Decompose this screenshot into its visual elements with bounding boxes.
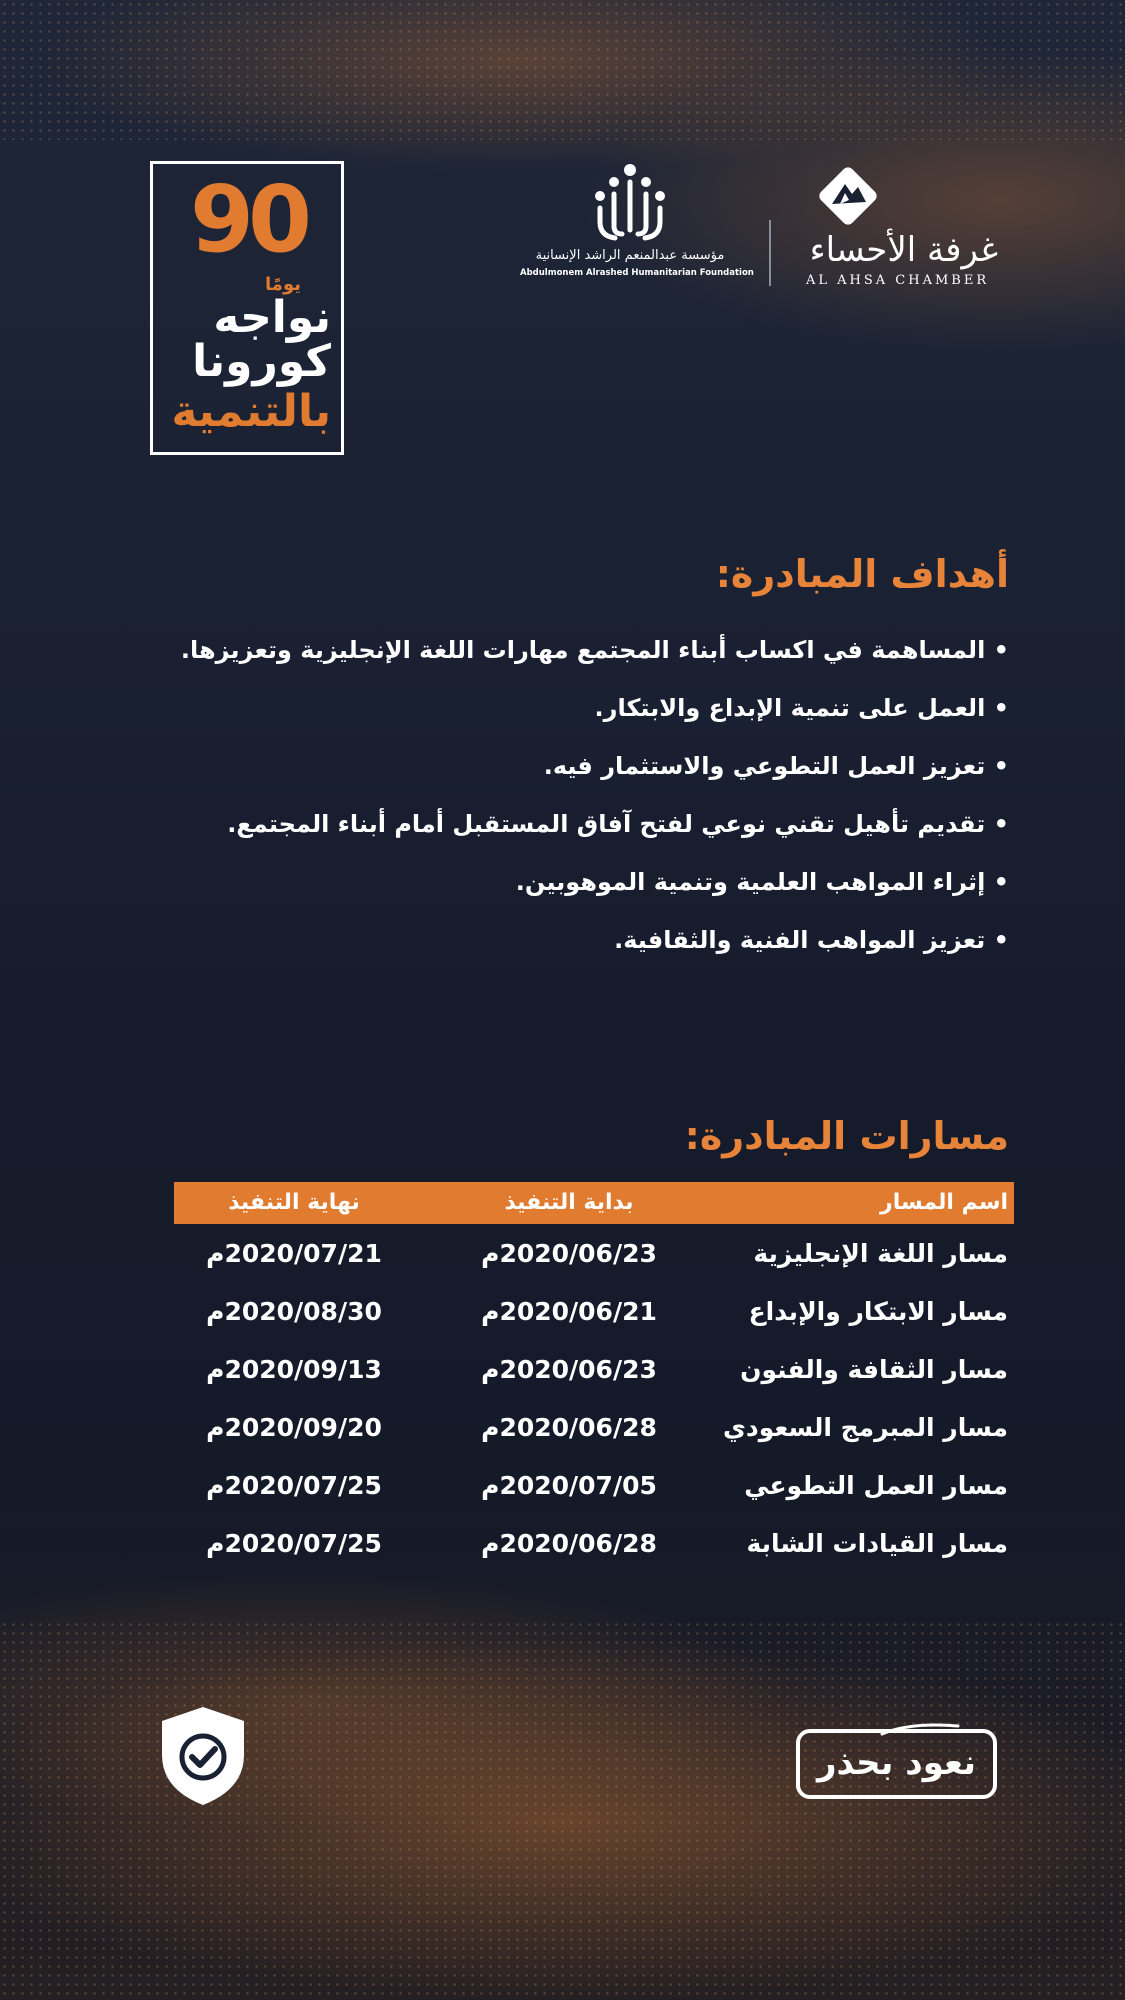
goal-item: • تعزيز العمل التطوعي والاستثمار فيه.	[543, 752, 1009, 780]
track-start-date: 2020/06/23م	[481, 1239, 657, 1268]
table-row	[174, 1456, 1014, 1514]
table-row	[174, 1514, 1014, 1572]
track-start-date: 2020/06/28م	[481, 1529, 657, 1558]
goal-item: • المساهمة في اكساب أبناء المجتمع مهارات اللغة الإنجليزية وتعزيزها.	[180, 636, 1009, 664]
badge-line-2: كورونا	[192, 336, 331, 387]
badge-number: 90	[189, 166, 307, 273]
goals-list	[109, 630, 1009, 978]
track-end-date: 2020/09/20م	[206, 1413, 382, 1442]
goal-item: • تقديم تأهيل تقني نوعي لفتح آفاق المستقبل أمام أبناء المجتمع.	[227, 810, 1009, 838]
table-row	[174, 1340, 1014, 1398]
track-end-date: 2020/07/25م	[206, 1471, 382, 1500]
track-start-date: 2020/06/23م	[481, 1355, 657, 1384]
bottom-texture	[0, 1620, 1125, 2000]
badge-line-1: نواجه	[213, 292, 331, 343]
column-header-end: نهاية التنفيذ	[228, 1190, 360, 1215]
tracks-table	[174, 1182, 1014, 1572]
badge-days-label: يومًا	[265, 274, 301, 295]
foundation-name-en: Abdulmonem Alrashed Humanitarian Foundation	[520, 268, 754, 278]
foundation-logo	[520, 160, 754, 285]
foundation-name-ar: مؤسسة عبدالمنعم الراشد الإنسانية	[535, 248, 725, 263]
top-texture	[0, 0, 1125, 140]
campaign-slogan-logo: نعود بحذر	[796, 1729, 997, 1799]
badge-line-3: بالتنمية	[171, 386, 331, 437]
track-end-date: 2020/07/21م	[206, 1239, 382, 1268]
tracks-table-header	[174, 1182, 1014, 1224]
chamber-name-en: AL AHSA CHAMBER	[806, 273, 990, 288]
track-name: مسار الابتكار والإبداع	[748, 1297, 1008, 1326]
track-name: مسار القيادات الشابة	[746, 1529, 1008, 1558]
track-end-date: 2020/08/30م	[206, 1297, 382, 1326]
campaign-badge-logo	[150, 161, 344, 455]
table-row	[174, 1224, 1014, 1282]
foundation-emblem-icon	[585, 160, 675, 242]
track-name: مسار المبرمج السعودي	[723, 1413, 1008, 1442]
table-row	[174, 1398, 1014, 1456]
track-name: مسار اللغة الإنجليزية	[753, 1239, 1008, 1268]
track-start-date: 2020/06/28م	[481, 1413, 657, 1442]
track-name: مسار العمل التطوعي	[744, 1471, 1008, 1500]
goal-item: • تعزيز المواهب الفنية والثقافية.	[614, 926, 1009, 954]
track-start-date: 2020/07/05م	[481, 1471, 657, 1500]
track-name: مسار الثقافة والفنون	[740, 1355, 1008, 1384]
goal-item: • العمل على تنمية الإبداع والابتكار.	[594, 694, 1009, 722]
chamber-name-ar: غرفة الأحساء	[809, 230, 998, 270]
table-row	[174, 1282, 1014, 1340]
logo-divider	[769, 220, 771, 286]
chamber-emblem-icon	[812, 160, 884, 232]
chamber-logo	[800, 160, 1010, 288]
track-end-date: 2020/09/13م	[206, 1355, 382, 1384]
track-end-date: 2020/07/25م	[206, 1529, 382, 1558]
goal-item: • إثراء المواهب العلمية وتنمية الموهوبين.	[515, 868, 1009, 896]
track-start-date: 2020/06/21م	[481, 1297, 657, 1326]
goals-title: أهداف المبادرة:	[715, 552, 1009, 596]
tracks-title: مسارات المبادرة:	[684, 1114, 1009, 1158]
column-header-track-name: اسم المسار	[880, 1190, 1008, 1215]
shield-check-icon	[158, 1705, 248, 1807]
column-header-start: بداية التنفيذ	[504, 1190, 634, 1215]
